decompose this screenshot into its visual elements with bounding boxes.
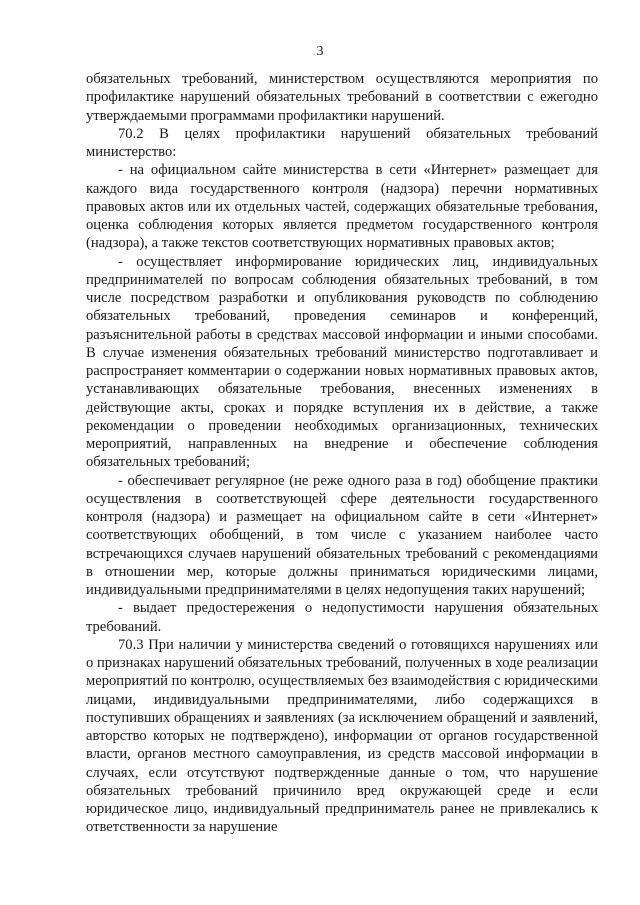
paragraph-bullet-informing: - осуществляет информирование юридических лиц, индивидуальных предпринимателей по вопросам соблюдения обязательных требований, в том числе посредством разработки и опубликования руководств по соблюдению обязательных требований, проведения семинаров и конференций, разъяснительной работы в средствах массовой информации и иными способами. В случае изменения обязательных требований министерство подготавливает и распространяет комментарии о содержании новых нормативных правовых актов, устанавливающих обязательные требования, внесенных изменениях в действующие акты, сроках и порядке вступления их в действие, а также рекомендации о проведении необходимых организационных, технических мероприятий, направленных на внедрение и обеспечение соблюдения обязательных требований;: [86, 253, 598, 471]
document-body: [86, 70, 598, 837]
page-number: 3: [316, 44, 324, 59]
paragraph-continuation: обязательных требований, министерством осуществляются мероприятия по профилактике нарушений обязательных требований в соответствии с ежегодно утверждаемыми программами профилактики нарушений.: [86, 71, 598, 124]
paragraph-bullet-website: - на официальном сайте министерства в сети «Интернет» размещает для каждого вида государственного контроля (надзора) перечни нормативных правовых актов или их отдельных частей, содержащих обязательные требования, оценка соблюдения которых является предметом государственного контроля (надзора), а также текстов соответствующих нормативных правовых актов;: [86, 162, 598, 252]
paragraph-70-2-heading: 70.2 В целях профилактики нарушений обязательных требований министерство:: [86, 125, 598, 160]
paragraph-bullet-warnings: - выдает предостережения о недопустимости нарушения обязательных требований.: [86, 600, 598, 635]
paragraph-70-3: 70.3 При наличии у министерства сведений о готовящихся нарушениях или о признаках нарушений обязательных требований, полученных в ходе реализации мероприятий по контролю, осуществляемых без взаимодействия с юридическими лицами, индивидуальными предпринимателями, либо содержащихся в поступивших обращениях и заявлениях (за исключением обращений и заявлений, авторство которых не подтверждено), информации от органов государственной власти, органов местного самоуправления, из средств массовой информации в случаях, если отсутствуют подтвержденные данные о том, что нарушение обязательных требований причинило вред окружающей среде и если юридическое лицо, индивидуальный предприниматель ранее не привлекались к ответственности за нарушение: [86, 636, 598, 836]
paragraph-bullet-generalization: - обеспечивает регулярное (не реже одного раза в год) обобщение практики осуществления в соответствующей сфере деятельности государственного контроля (надзора) и размещает на официальном сайте в сети «Интернет» соответствующих обобщений, в том числе с указанием наиболее часто встречающихся случаев нарушений обязательных требований с рекомендациями в отношении мер, которые должны приниматься юридическими лицами, индивидуальными предпринимателями в целях недопущения таких нарушений;: [86, 472, 598, 598]
